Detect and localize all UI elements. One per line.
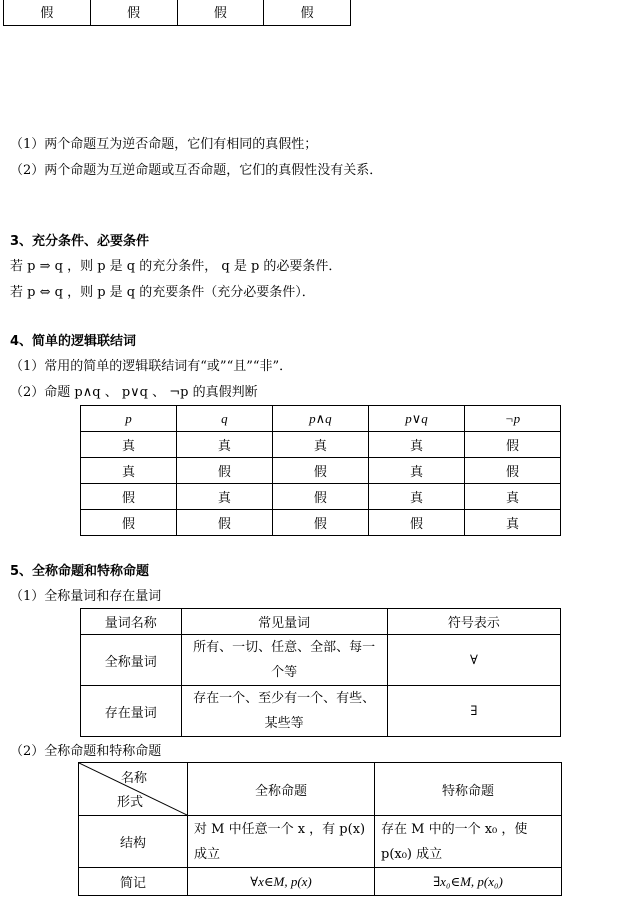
table-cell: 对 M 中任意一个 x ，有 p(x) 成立 xyxy=(188,816,375,868)
header-cell: 全称命题 xyxy=(188,763,375,816)
corner-top-label: 名称 xyxy=(121,771,148,786)
truth-table-header xyxy=(81,406,561,432)
row-label: 简记 xyxy=(79,868,188,896)
table-row xyxy=(81,635,561,686)
corner-diagonal xyxy=(79,763,187,815)
table-cell: 存在 M 中的一个 x₀ ，使 p(x₀) 成立 xyxy=(375,816,562,868)
table-cell: ∃x₀∈M, p(x₀) xyxy=(375,868,562,896)
table-cell: 全称量词 xyxy=(81,635,182,686)
table-cell: 真 xyxy=(176,432,272,458)
table-cell: 假 xyxy=(465,458,561,484)
section-5-item-2: （2）全称命题和特称命题 xyxy=(10,744,162,759)
corner-cell xyxy=(79,763,188,816)
header-cell: ¬p xyxy=(465,406,561,432)
table-cell: 真 xyxy=(368,432,464,458)
row-label: 结构 xyxy=(79,816,188,868)
table-row xyxy=(79,816,562,868)
header-cell: p xyxy=(81,406,177,432)
header-cell: 特称命题 xyxy=(375,763,562,816)
section-4-item-1: （1）常用的简单的逻辑联结词有“或”“且”“非”． xyxy=(10,359,293,374)
header-cell: p∨q xyxy=(368,406,464,432)
table-row xyxy=(81,484,561,510)
table-row xyxy=(81,432,561,458)
section-5-heading: 5、全称命题和特称命题 xyxy=(10,564,150,579)
table-cell: 真 xyxy=(465,484,561,510)
table-row xyxy=(81,686,561,737)
contrapositive-item-2: （2）两个命题为互逆命题或互否命题，它们的真假性没有关系． xyxy=(10,163,383,178)
table-cell: 存在一个、至少有一个、有些、某些等 xyxy=(181,686,387,737)
table-row xyxy=(79,868,562,896)
table-cell: 假 xyxy=(368,510,464,536)
section-4-heading: 4、简单的逻辑联结词 xyxy=(10,334,137,349)
section-3-heading: 3、充分条件、必要条件 xyxy=(10,234,150,249)
top-cell: 假 xyxy=(264,0,351,26)
corner-bottom-label: 形式 xyxy=(117,795,144,810)
top-cell: 假 xyxy=(90,0,177,26)
table-row xyxy=(81,458,561,484)
table-cell: 假 xyxy=(176,458,272,484)
section-3-line-1: 若 p ⇒ q ，则 p 是 q 的充分条件， q 是 p 的必要条件． xyxy=(10,259,342,274)
top-table xyxy=(3,0,351,26)
table-cell: 假 xyxy=(176,510,272,536)
table-cell: 存在量词 xyxy=(81,686,182,737)
table-cell: 真 xyxy=(465,510,561,536)
section-5-item-1: （1）全称量词和存在量词 xyxy=(10,589,162,604)
truth-table xyxy=(80,405,561,536)
table-cell: 假 xyxy=(272,458,368,484)
table-cell: 假 xyxy=(81,484,177,510)
table-cell: 假 xyxy=(465,432,561,458)
quantifier-header xyxy=(81,609,561,635)
table-cell: 所有、一切、任意、全部、每一个等 xyxy=(181,635,387,686)
header-cell: 量词名称 xyxy=(81,609,182,635)
table-cell: 假 xyxy=(81,510,177,536)
table-cell: 假 xyxy=(272,484,368,510)
table-cell: ∀ xyxy=(387,635,560,686)
table-cell: 真 xyxy=(81,458,177,484)
table-cell: 真 xyxy=(368,458,464,484)
section-3-line-2: 若 p ⇔ q ，则 p 是 q 的充要条件（充分必要条件）． xyxy=(10,285,315,300)
header-cell: q xyxy=(176,406,272,432)
table-cell: 真 xyxy=(81,432,177,458)
header-cell: 常见量词 xyxy=(181,609,387,635)
contrapositive-item-1: （1）两个命题互为逆否命题，它们有相同的真假性； xyxy=(10,137,318,152)
section-4-item-2: （2）命题 p∧q 、 p∨q 、 ¬p 的真假判断 xyxy=(10,385,258,400)
proposition-header xyxy=(79,763,562,816)
table-cell: 假 xyxy=(272,510,368,536)
top-cell: 假 xyxy=(177,0,264,26)
header-cell: p∧q xyxy=(272,406,368,432)
table-cell: ∀x∈M, p(x) xyxy=(188,868,375,896)
table-cell: ∃ xyxy=(387,686,560,737)
top-cell: 假 xyxy=(4,0,91,26)
table-cell: 真 xyxy=(272,432,368,458)
proposition-table xyxy=(78,762,562,896)
header-cell: 符号表示 xyxy=(387,609,560,635)
table-cell: 真 xyxy=(176,484,272,510)
table-row xyxy=(81,510,561,536)
table-cell: 真 xyxy=(368,484,464,510)
quantifier-table xyxy=(80,608,561,737)
